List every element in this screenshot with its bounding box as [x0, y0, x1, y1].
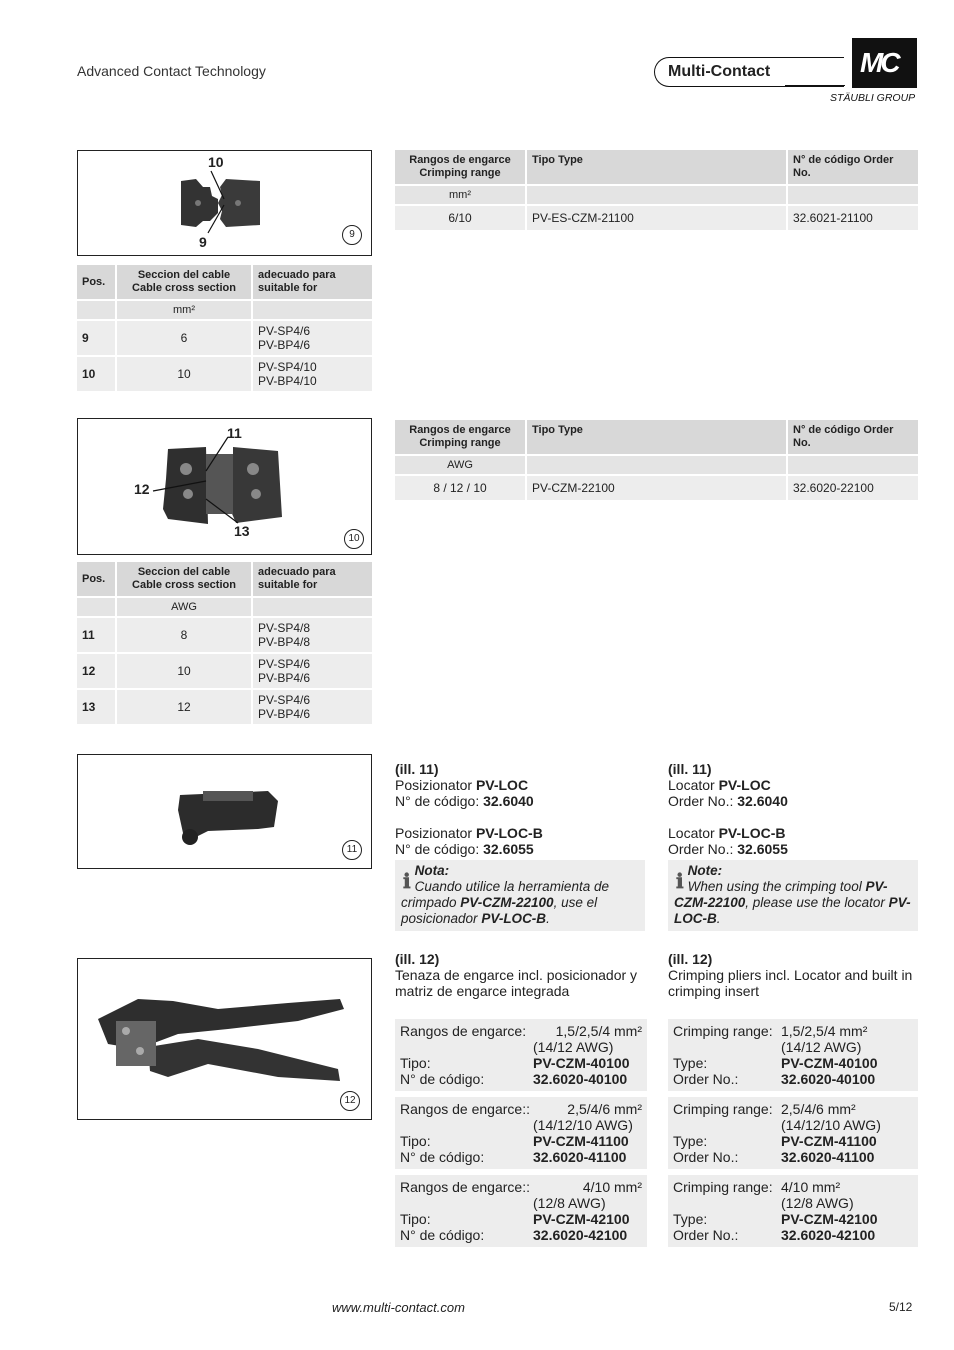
page-number: 5/12 [889, 1300, 913, 1314]
table-row: 6/10 PV-ES-CZM-21100 32.6021-21100 [395, 206, 918, 230]
col-type: Tipo Type [527, 420, 786, 454]
info-icon: ℹ [676, 871, 684, 893]
unit-cell: AWG [117, 598, 251, 616]
col-pos: Pos. [77, 265, 115, 299]
unit-cell: mm² [117, 301, 251, 319]
mc-logo: MC [852, 38, 917, 88]
illustration-9 [77, 150, 372, 256]
crimp-insert-image [78, 419, 373, 556]
col-suitable-for: adecuado para suitable for [253, 265, 372, 299]
pliers-specs-es [395, 1019, 647, 1247]
header-tagline: Advanced Contact Technology [77, 63, 266, 79]
illustration-number: 10 [344, 529, 364, 549]
col-cable-section: Seccion del cable Cable cross section [117, 265, 251, 299]
table-row: 9 6 PV-SP4/6 PV-BP4/6 [77, 321, 372, 355]
locator-image [78, 755, 373, 870]
col-type: Tipo Type [527, 150, 786, 184]
callout-10: 10 [208, 154, 224, 170]
position-table-mm [75, 263, 374, 393]
table-row: 12 10 PV-SP4/6 PV-BP4/6 [77, 654, 372, 688]
callout-13: 13 [234, 523, 250, 539]
pliers-specs-en [668, 1019, 918, 1247]
note-box-es: ℹ Nota: Cuando utilice la herramienta de crimpado PV-CZM-22100, use el posicionador PV-LOC-B. [395, 860, 645, 931]
footer-url[interactable]: www.multi-contact.com [332, 1300, 465, 1315]
group-name: STÄUBLI GROUP [830, 92, 916, 104]
callout-12: 12 [134, 481, 150, 497]
note-box-en: ℹ Note: When using the crimping tool PV-CZM-22100, please use the locator PV-LOC-B. [668, 860, 918, 931]
pliers-text-es: (ill. 12) Tenaza de engarce incl. posicionador y matriz de engarce integrada [395, 951, 638, 999]
table-row: 8 / 12 / 10 PV-CZM-22100 32.6020-22100 [395, 476, 918, 500]
unit-cell: AWG [395, 456, 525, 474]
spec-block: Crimping range: 4/10 mm² (12/8 AWG) Type: PV-CZM-42100 Order No.: 32.6020-42100 [668, 1175, 918, 1247]
illustration-10 [77, 418, 372, 555]
illustration-number: 11 [342, 840, 362, 860]
col-crimping-range: Rangos de engarce Crimping range [395, 420, 525, 454]
spec-block: Rangos de engarce:: 4/10 mm² (12/8 AWG) Tipo: PV-CZM-42100 N° de código: 32.6020-42100 [395, 1175, 647, 1247]
callout-9: 9 [199, 234, 207, 250]
col-order-no: N° de código Order No. [788, 420, 918, 454]
logo-underline [785, 85, 845, 86]
col-pos: Pos. [77, 562, 115, 596]
locator-text-es: (ill. 11) Posizionator PV-LOC N° de código: 32.6040 Posizionator PV-LOC-B N° de código: 32.6055 [395, 761, 543, 857]
col-order-no: N° de código Order No. [788, 150, 918, 184]
illustration-12 [77, 958, 372, 1120]
illustration-11 [77, 754, 372, 869]
spec-block: Crimping range: 1,5/2,5/4 mm² (14/12 AWG) Type: PV-CZM-40100 Order No.: 32.6020-40100 [668, 1019, 918, 1091]
spec-block: Rangos de engarce: 1,5/2,5/4 mm² (14/12 AWG) Tipo: PV-CZM-40100 N° de código: 32.6020-40100 [395, 1019, 647, 1091]
col-crimping-range: Rangos de engarce Crimping range [395, 150, 525, 184]
table-row: 11 8 PV-SP4/8 PV-BP4/8 [77, 618, 372, 652]
info-icon: ℹ [403, 871, 411, 893]
position-table-awg [75, 560, 374, 726]
tool-table-mm [393, 148, 920, 232]
unit-cell: mm² [395, 186, 525, 204]
brand-wordmark: Multi-Contact [654, 57, 844, 87]
table-row: 13 12 PV-SP4/6 PV-BP4/6 [77, 690, 372, 724]
spec-block: Crimping range: 2,5/4/6 mm² (14/12/10 AWG) Type: PV-CZM-41100 Order No.: 32.6020-41100 [668, 1097, 918, 1169]
illustration-number: 12 [340, 1091, 360, 1111]
crimping-pliers-image [78, 959, 373, 1121]
illustration-number: 9 [342, 225, 362, 245]
pliers-text-en: (ill. 12) Crimping pliers incl. Locator and built in crimping insert [668, 951, 913, 999]
tool-table-awg [393, 418, 920, 502]
spec-block: Rangos de engarce:: 2,5/4/6 mm² (14/12/10 AWG) Tipo: PV-CZM-41100 N° de código: 32.6020-41100 [395, 1097, 647, 1169]
col-cable-section: Seccion del cable Cable cross section [117, 562, 251, 596]
table-row: 10 10 PV-SP4/10 PV-BP4/10 [77, 357, 372, 391]
callout-11: 11 [227, 425, 242, 441]
crimp-insert-image [78, 151, 373, 257]
locator-text-en: (ill. 11) Locator PV-LOC Order No.: 32.6040 Locator PV-LOC-B Order No.: 32.6055 [668, 761, 788, 857]
col-suitable-for: adecuado para suitable for [253, 562, 372, 596]
